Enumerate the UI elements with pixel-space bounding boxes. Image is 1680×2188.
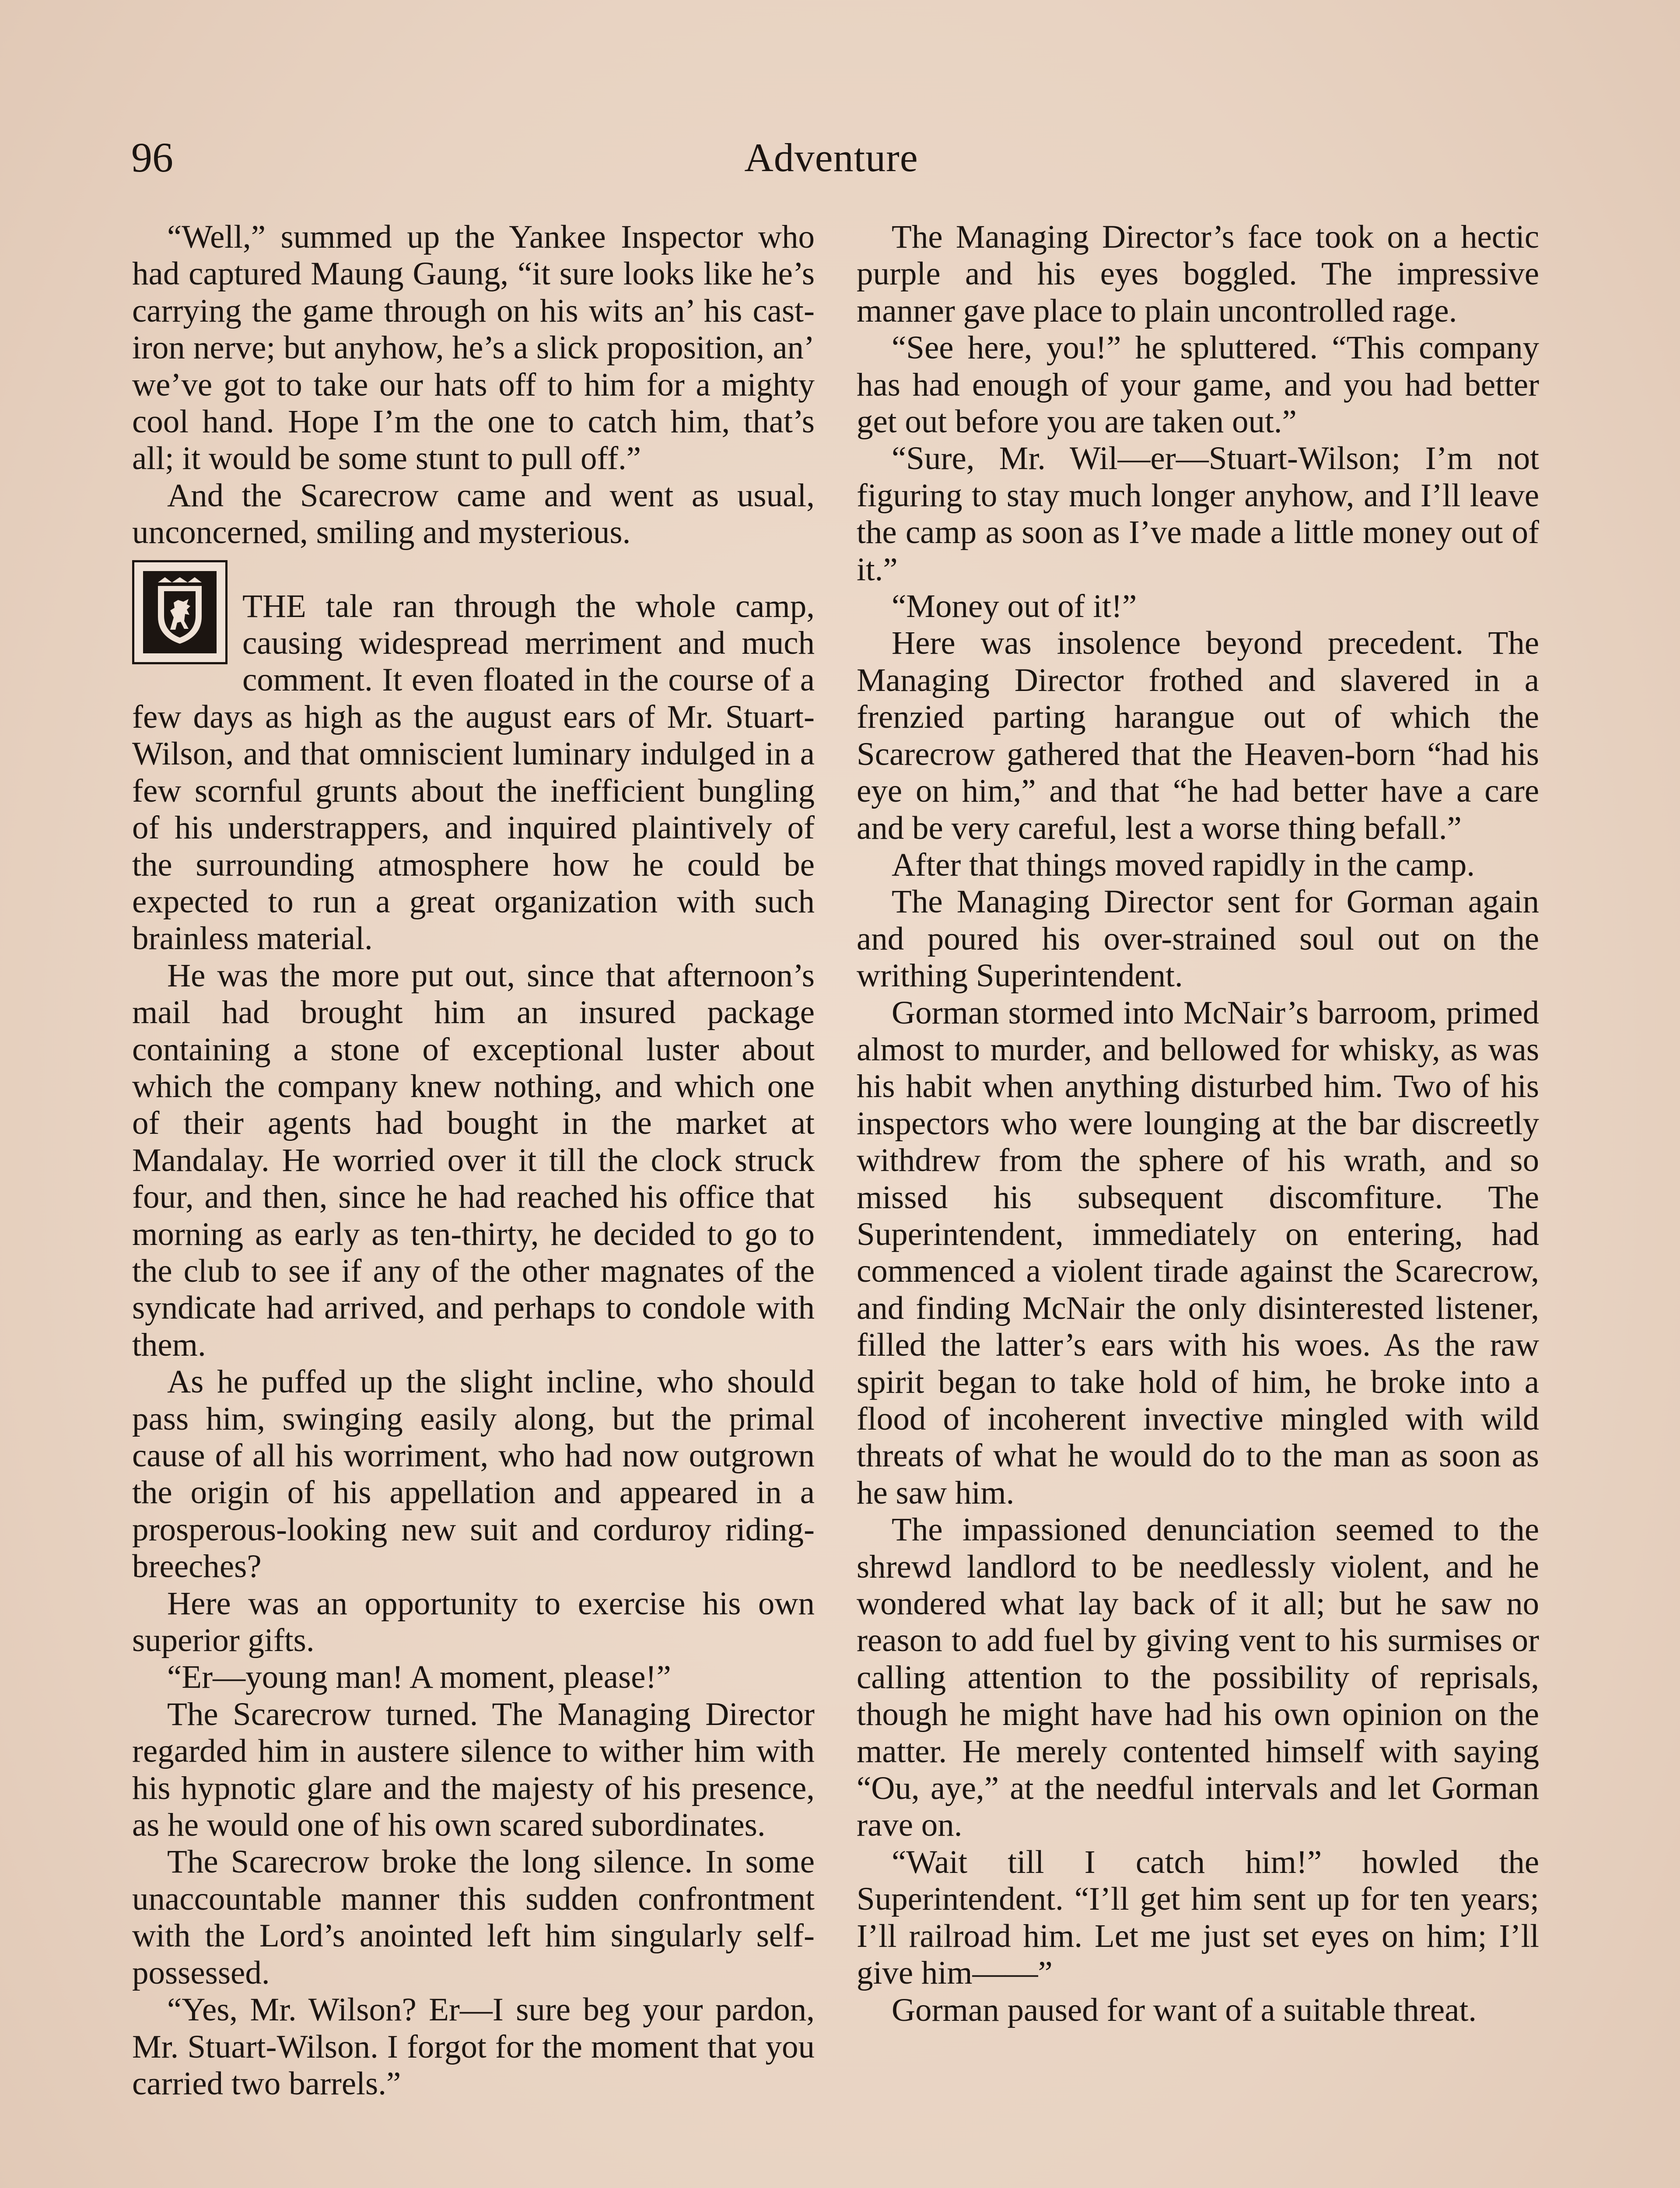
paragraph: “Money out of it!” [892,588,1137,625]
paragraph: As he puffed up the slight incline, who should pass him, swinging easily along, but the primal cause of all his worriment, who had now outgrown the origin of his appellation and appeared in a prosperous-looking new suit and corduroy riding-breeches? [132,1364,815,1585]
paragraph: “Yes, Mr. Wilson? Er—I sure beg your pardon, Mr. Stuart-Wilson. I forgot for the moment that you carried two barrels.” [132,1992,815,2102]
paragraph: He was the more put out, since that afternoon’s mail had brought him an insured package containing a stone of exceptional luster about which the company knew nothing, and which one of their agents had bought in the market at Mandalay. He worried over it till the clock struck four, and then, since he had reached his office that morning as early as ten-thirty, he decided to go to the club to see if any of the other magnates of the syndicate had arrived, and perhaps to condole with them. [132,957,815,1363]
paragraph-with-drop-initial: THE tale ran through the whole camp, causing widespread merriment and much comment. It even floated in the course of a few days as high as the august ears of Mr. Stuart-Wilson, and that omniscient luminary indulged in a few scornful grunts about the inefficient bungling of his understrappers, and inquired plaintively of the surrounding atmosphere how he could be expected to run a great organization with such brainless material. [132,588,815,957]
paragraph: The Scarecrow turned. The Managing Director regarded him in austere silence to wither him with his hypnotic glare and the majesty of his presence, as he would one of his own scared subordinates. [132,1696,815,1844]
paragraph: Here was an opportunity to exercise his own superior gifts. [132,1585,815,1659]
paragraph: “See here, you!” he spluttered. “This company has had enough of your game, and you had better get out before you are taken out.” [857,330,1539,440]
paragraph: The Managing Director’s face took on a hectic purple and his eyes boggled. The impressive manner gave place to plain uncontrolled rage. [857,219,1539,329]
running-title: Adventure [744,135,918,180]
paragraph: After that things moved rapidly in the camp. [892,846,1475,883]
paragraph: The Scarecrow broke the long silence. In some unaccountable manner this sudden confrontment with the Lord’s anointed left him singularly self-possessed. [132,1844,815,1991]
paragraph: “Well,” summed up the Yankee Inspector who had captured Maung Gaung, “it sure looks like he’s carrying the game through on his wits an’ his cast-iron nerve; but anyhow, he’s a slick proposition, an’ we’ve got to take our hats off to him for a mighty cool hand. Hope I’m the one to catch him, that’s all; it would be some stunt to pull off.” [132,219,815,477]
paragraph: Gorman stormed into McNair’s barroom, primed almost to murder, and bellowed for whisky, as was his habit when anything disturbed him. Two of his inspectors who were lounging at the bar discreetly withdrew from the sphere of his wrath, and so missed his subsequent discomfiture. The Superintendent, immediately on entering, had commenced a violent tirade against the Scarecrow, and finding McNair the only disinterested listener, filled the latter’s ears with his woes. As the raw spirit began to take hold of him, he broke into a flood of incoherent invective mingled with wild threats of what he would do to the man as soon as he saw him. [857,994,1539,1511]
page-number: 96 [131,134,173,181]
paragraph: And the Scarecrow came and went as usual, unconcerned, smiling and mysterious. [132,477,815,551]
drop-initial-ornament [132,560,228,664]
left-column [132,219,815,2102]
paragraph: “Wait till I catch him!” howled the Superintendent. “I’ll get him sent up for ten years; I’ll railroad him. Let me just set eyes on him; I’ll give him——” [857,1844,1539,1992]
paragraph: Here was insolence beyond precedent. The Managing Director frothed and slavered in a frenzied parting harangue out of which the Scarecrow gathered that the Heaven-born “had his eye on him,” and that “he had better have a care and be very careful, lest a worse thing befall.” [857,625,1539,846]
paragraph: The impassioned denunciation seemed to the shrewd landlord to be needlessly violent, and he wondered what lay back of it all; but he saw no reason to add fuel by giving vent to his surmises or calling attention to the possibility of reprisals, though he might have had his own opinion on the matter. He merely contented himself with saying “Ou, aye,” at the needful intervals and let Gorman rave on. [857,1511,1539,1844]
paragraph: The Managing Director sent for Gorman again and poured his over-strained soul out on the writhing Superintendent. [857,884,1539,994]
heraldic-lion-shield-icon [143,571,217,653]
page-header [131,131,1531,193]
paragraph: “Sure, Mr. Wil—er—Stuart-Wilson; I’m not figuring to stay much longer anyhow, and I’ll leave the camp as soon as I’ve made a little money out of it.” [857,440,1539,588]
right-column [857,219,1539,2029]
paragraph: “Er—young man! A moment, please!” [167,1659,671,1696]
paragraph: Gorman paused for want of a suitable threat. [892,1992,1477,2028]
lion-shield-graphic [149,577,210,647]
